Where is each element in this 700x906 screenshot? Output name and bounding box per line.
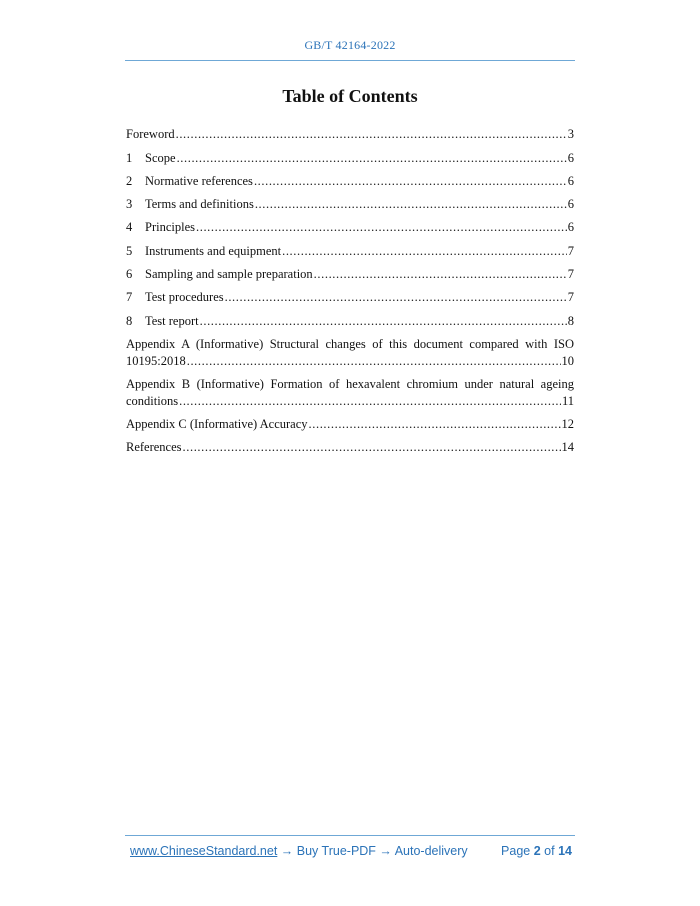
toc-entry-label: References — [126, 440, 182, 455]
toc-entry-page: 3 — [567, 127, 574, 142]
toc-entry-appendix-a[interactable] — [126, 336, 574, 370]
toc-entry-number: 7 — [126, 290, 133, 305]
toc-entry-label: Scope — [145, 150, 176, 165]
page-footer — [130, 844, 572, 858]
dot-leader — [179, 393, 561, 410]
toc-entry-terms-and-definitions[interactable] — [126, 190, 574, 213]
dot-leader — [183, 439, 561, 456]
toc-entry-page: 7 — [567, 243, 574, 258]
toc-entry-number: 4 — [126, 220, 133, 235]
toc-entry-principles[interactable] — [126, 213, 574, 236]
header-divider — [125, 60, 575, 61]
toc-entry-number: 5 — [126, 243, 133, 258]
toc-entry-label: Appendix B (Informative) Formation of hexavalent chromium under natural ageing — [126, 376, 574, 391]
toc-entry-page: 7 — [567, 290, 574, 305]
toc-entry-label: Instruments and equipment — [145, 243, 282, 258]
footer-divider — [125, 835, 575, 836]
dot-leader — [282, 243, 567, 260]
toc-entry-number: 1 — [126, 150, 133, 165]
dot-leader — [309, 416, 561, 433]
toc-entry-label: Sampling and sample preparation — [145, 267, 313, 282]
table-of-contents — [126, 120, 574, 456]
toc-entry-page: 11 — [561, 393, 574, 408]
toc-entry-label-continued: 10195:2018 — [126, 353, 186, 368]
toc-entry-label: Foreword — [126, 127, 175, 142]
page-of: of — [544, 844, 555, 858]
toc-entry-test-report[interactable] — [126, 306, 574, 329]
toc-entry-page: 6 — [567, 197, 574, 212]
toc-entry-page: 10 — [561, 353, 574, 368]
dot-leader — [177, 150, 567, 167]
toc-entry-page: 6 — [567, 173, 574, 188]
toc-entry-label: Principles — [145, 220, 195, 235]
dot-leader — [225, 289, 567, 306]
toc-entry-label: Test procedures — [145, 290, 224, 305]
toc-entry-sampling-and-sample-preparation[interactable] — [126, 260, 574, 283]
toc-entry-label-continued: conditions — [126, 393, 179, 408]
toc-entry-instruments-and-equipment[interactable] — [126, 236, 574, 259]
footer-tagline: → Buy True-PDF → Auto-delivery — [277, 844, 468, 858]
dot-leader — [255, 196, 567, 213]
toc-entry-appendix-b[interactable] — [126, 376, 574, 410]
toc-entry-references[interactable] — [126, 433, 574, 456]
current-page: 2 — [533, 844, 541, 858]
toc-entry-appendix-c[interactable] — [126, 410, 574, 433]
toc-entry-page: 12 — [561, 416, 574, 431]
total-pages: 14 — [558, 844, 572, 858]
toc-entry-label: Appendix A (Informative) Structural changes of this document compared with ISO — [126, 336, 574, 351]
toc-entry-label: Normative references — [145, 173, 253, 188]
toc-entry-normative-references[interactable] — [126, 167, 574, 190]
page-word: Page — [501, 844, 531, 858]
dot-leader — [196, 219, 567, 236]
standard-code-header: GB/T 42164-2022 — [304, 38, 396, 52]
toc-title: Table of Contents — [282, 86, 418, 106]
toc-entry-page: 6 — [567, 220, 574, 235]
website-link[interactable]: www.ChineseStandard.net — [130, 844, 278, 858]
toc-entry-number: 3 — [126, 197, 133, 212]
toc-entry-page: 6 — [567, 150, 574, 165]
dot-leader — [187, 353, 561, 370]
toc-entry-label: Appendix C (Informative) Accuracy — [126, 416, 308, 431]
toc-entry-test-procedures[interactable] — [126, 283, 574, 306]
dot-leader — [200, 313, 567, 330]
toc-entry-label: Terms and definitions — [145, 197, 254, 212]
toc-entry-number: 2 — [126, 173, 133, 188]
footer-promo — [130, 844, 468, 858]
toc-entry-page: 14 — [561, 440, 574, 455]
toc-entry-number: 8 — [126, 313, 133, 328]
dot-leader — [176, 126, 567, 143]
dot-leader — [314, 266, 567, 283]
page-number — [501, 844, 572, 858]
toc-entry-scope[interactable] — [126, 143, 574, 166]
toc-entry-number: 6 — [126, 267, 133, 282]
toc-entry-page: 8 — [567, 313, 574, 328]
toc-entry-page: 7 — [567, 267, 574, 282]
dot-leader — [254, 173, 567, 190]
toc-entry-label: Test report — [145, 313, 199, 328]
toc-entry-foreword[interactable] — [126, 120, 574, 143]
